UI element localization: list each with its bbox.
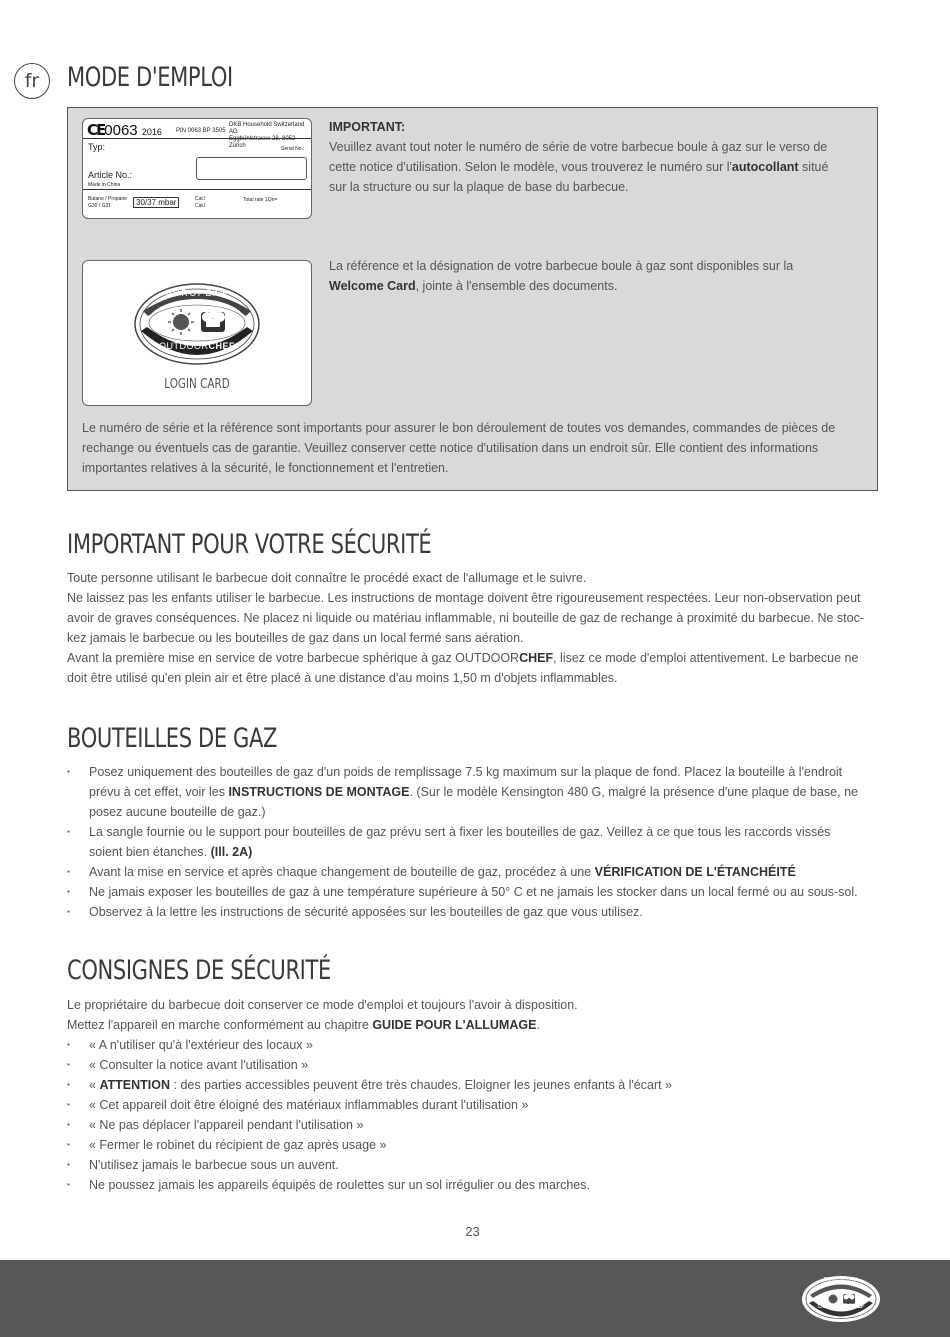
important-line3: sur la structure ou sur la plaque de base du barbecue. bbox=[329, 180, 629, 194]
logo-outdoorchef bbox=[83, 341, 311, 351]
section-title-bouteilles: BOUTEILLES DE GAZ bbox=[67, 723, 278, 754]
list-item bbox=[67, 1095, 672, 1115]
list-item bbox=[67, 1155, 672, 1175]
consignes-c3a: « bbox=[89, 1078, 100, 1092]
logo-chef: CHEF bbox=[208, 341, 235, 351]
page-title: MODE D'EMPLOI bbox=[67, 62, 233, 93]
page-number: 23 bbox=[465, 1224, 480, 1239]
consignes-p2c: . bbox=[536, 1018, 540, 1032]
consignes-c1: « A n'utiliser qu'à l'extérieur des locaux » bbox=[89, 1038, 313, 1052]
footer-logo-chef: CHEF bbox=[848, 1304, 865, 1310]
label-cat bbox=[195, 196, 206, 210]
section-title-consignes: CONSIGNES DE SÉCURITÉ bbox=[67, 955, 331, 986]
consignes-c8: Ne poussez jamais les appareils équipés de roulettes sur un sol irrégulier ou des marches. bbox=[89, 1178, 590, 1192]
securite-paragraph bbox=[67, 568, 864, 688]
login-card-illustration bbox=[82, 260, 312, 406]
label-company-line1: DKB Household Switzerland AG bbox=[229, 122, 305, 135]
footer-logo-european: EUROPEAN bbox=[823, 1277, 859, 1283]
language-code: fr bbox=[24, 70, 40, 92]
bouteilles-b1-line1: Posez uniquement des bouteilles de gaz d'un poids de remplissage 7.5 kg maximum sur la plaque de fond. Placez la bouteille à l'endroit bbox=[89, 765, 843, 779]
section-title-securite: IMPORTANT POUR VOTRE SÉCURITÉ bbox=[67, 529, 432, 560]
bouteilles-b1-line3: posez aucune bouteille de gaz.) bbox=[89, 805, 266, 819]
rating-label-illustration bbox=[82, 118, 312, 219]
consignes-paragraph bbox=[67, 995, 578, 1035]
box-note-line2: rechange ou éventuels cas de garantie. Veuillez conserver cette notice d'utilisation dans un endroit sûr. Elle contient des informations bbox=[82, 441, 819, 455]
securite-line6: doit être utilisé qu'en plein air et être placé à une distance d'au moins 1,50 m d'objets inflammables. bbox=[67, 671, 618, 685]
label-total: Total rate 1Qn= bbox=[243, 197, 278, 203]
consignes-c7: N'utilisez jamais le barbecue sous un auvent. bbox=[89, 1158, 339, 1172]
consignes-c2: « Consulter la notice avant l'utilisation » bbox=[89, 1058, 309, 1072]
label-cat2: Cat.I bbox=[195, 203, 206, 209]
label-article: Article No.: bbox=[88, 170, 133, 180]
bouteilles-list bbox=[67, 762, 858, 922]
list-item bbox=[67, 1055, 672, 1075]
important-line2: cette notice d'utilisation. Selon le modèle, vous trouverez le numéro sur l' bbox=[329, 160, 732, 174]
label-typ: Typ: bbox=[88, 142, 106, 152]
login-card-caption: LOGIN CARD bbox=[164, 377, 230, 392]
consignes-attention: ATTENTION bbox=[99, 1078, 171, 1092]
list-item bbox=[67, 1115, 672, 1135]
bouteilles-b2-line2a: soient bien étanches. bbox=[89, 845, 211, 859]
consignes-guide-allumage: GUIDE POUR L'ALLUMAGE bbox=[372, 1018, 537, 1032]
securite-line5a: Avant la première mise en service de votre barbecue sphérique à gaz OUTDOOR bbox=[67, 651, 520, 665]
list-item bbox=[67, 1175, 672, 1195]
bouteilles-ill-ref: (Ill. 2A) bbox=[210, 845, 253, 859]
label-made-in: Made in China bbox=[88, 182, 121, 188]
box-note-line3: importantes relatives à la sécurité, le fonctionnement et l'entretien. bbox=[82, 461, 449, 475]
footer-bar bbox=[0, 1260, 950, 1337]
ce-number: 0063 bbox=[104, 122, 138, 139]
list-item bbox=[67, 1135, 672, 1155]
serial-number-field bbox=[196, 157, 307, 180]
label-gas-line2: G30 / G31 bbox=[88, 203, 112, 209]
label-serial: Serial No.: bbox=[281, 146, 305, 152]
securite-line4: kez jamais le barbecue ou les bouteilles de gaz dans un local fermé sans aération. bbox=[67, 631, 524, 645]
footer-logo-outdoorchef bbox=[800, 1304, 882, 1310]
list-item bbox=[67, 862, 858, 882]
label-gas-line1: Butane / Propane bbox=[88, 196, 127, 202]
label-gas bbox=[88, 196, 127, 210]
securite-line2: Ne laissez pas les enfants utiliser le barbecue. Les instructions de montage doivent être rigoureusement respectées. Leur non-observation peut bbox=[67, 591, 861, 605]
securite-chef: CHEF bbox=[519, 651, 554, 665]
label-company-line2: Eggbühlstrasse 28, 8052 Zürich bbox=[229, 136, 296, 149]
bouteilles-b1-line2c: . (Sur le modèle Kensington 480 G, malgré la présence d'une plaque de base, ne bbox=[409, 785, 858, 799]
consignes-c4: « Cet appareil doit être éloigné des matériaux inflammables durant l'utilisation » bbox=[89, 1098, 529, 1112]
list-item bbox=[67, 1075, 672, 1095]
footer-logo-outdoor: OUTDOOR bbox=[817, 1304, 849, 1310]
important-autocollant: autocollant bbox=[731, 160, 799, 174]
logo-european: EUROPEAN bbox=[165, 288, 229, 298]
consignes-c6: « Fermer le robinet du récipient de gaz après usage » bbox=[89, 1138, 387, 1152]
list-item bbox=[67, 902, 858, 922]
logo-outdoor: OUTDOOR bbox=[159, 341, 209, 351]
important-line1: Veuillez avant tout noter le numéro de série de votre barbecue boule à gaz sur le verso de bbox=[329, 140, 828, 154]
bouteilles-b1-line2a: prévu à cet effet, voir les bbox=[89, 785, 229, 799]
important-line2-end: situé bbox=[798, 160, 829, 174]
reference-welcome-card: Welcome Card bbox=[329, 279, 416, 293]
important-heading: IMPORTANT: bbox=[329, 120, 406, 134]
box-note-paragraph bbox=[82, 418, 835, 478]
label-pin: PIN 0063 BP 3505 bbox=[176, 128, 226, 134]
language-badge bbox=[14, 63, 50, 99]
bouteilles-verification: VÉRIFICATION DE L'ÉTANCHÉITÉ bbox=[594, 865, 796, 879]
bouteilles-instructions-montage: INSTRUCTIONS DE MONTAGE bbox=[228, 785, 410, 799]
consignes-c3c: : des parties accessibles peuvent être très chaudes. Eloigner les jeunes enfants à l'écart » bbox=[170, 1078, 673, 1092]
list-item bbox=[67, 762, 858, 822]
bouteilles-b4: Ne jamais exposer les bouteilles de gaz à une température supérieure à 50° C et ne jamais les stocker dans un local fermé ou au sous-sol. bbox=[89, 885, 858, 899]
consignes-p2a: Mettez l'appareil en marche conformément au chapitre bbox=[67, 1018, 373, 1032]
bouteilles-b3a: Avant la mise en service et après chaque changement de bouteille de gaz, procédez à une bbox=[89, 865, 595, 879]
ce-mark: CE0063 2016 bbox=[87, 121, 162, 139]
consignes-p1: Le propriétaire du barbecue doit conserver ce mode d'emploi et toujours l'avoir à disposition. bbox=[67, 998, 578, 1012]
securite-line1: Toute personne utilisant le barbecue doit connaître le procédé exact de l'allumage et le suivre. bbox=[67, 571, 587, 585]
label-pressure: 30/37 mbar bbox=[133, 197, 179, 208]
securite-line5c: , lisez ce mode d'emploi attentivement. Le barbecue ne bbox=[553, 651, 859, 665]
list-item bbox=[67, 822, 858, 862]
securite-line3: avoir de graves conséquences. Ne placez ni liquide ou matériau inflammable, ni bouteille de gaz de rechange à proximité du barbecue. Ne stoc- bbox=[67, 611, 864, 625]
box-note-line1: Le numéro de série et la référence sont importants pour assurer le bon déroulement de toutes vos demandes, commandes de pièces de bbox=[82, 421, 836, 435]
list-item bbox=[67, 1035, 672, 1055]
bouteilles-b2-line1: La sangle fournie ou le support pour bouteilles de gaz prévu sert à fixer les bouteilles de gaz. Veillez à ce que tous les raccords vissés bbox=[89, 825, 831, 839]
important-paragraph bbox=[329, 117, 828, 197]
consignes-list bbox=[67, 1035, 672, 1195]
list-item bbox=[67, 882, 858, 902]
bouteilles-b5: Observez à la lettre les instructions de sécurité apposées sur les bouteilles de gaz que vous utilisez. bbox=[89, 905, 643, 919]
reference-line2-end: , jointe à l'ensemble des documents. bbox=[415, 279, 618, 293]
reference-paragraph bbox=[329, 256, 793, 296]
reference-line1: La référence et la désignation de votre barbecue boule à gaz sont disponibles sur la bbox=[329, 259, 794, 273]
label-cat1: Cat.I bbox=[195, 196, 206, 202]
consignes-c5: « Ne pas déplacer l'appareil pendant l'utilisation » bbox=[89, 1118, 364, 1132]
label-year: 2016 bbox=[141, 127, 162, 137]
